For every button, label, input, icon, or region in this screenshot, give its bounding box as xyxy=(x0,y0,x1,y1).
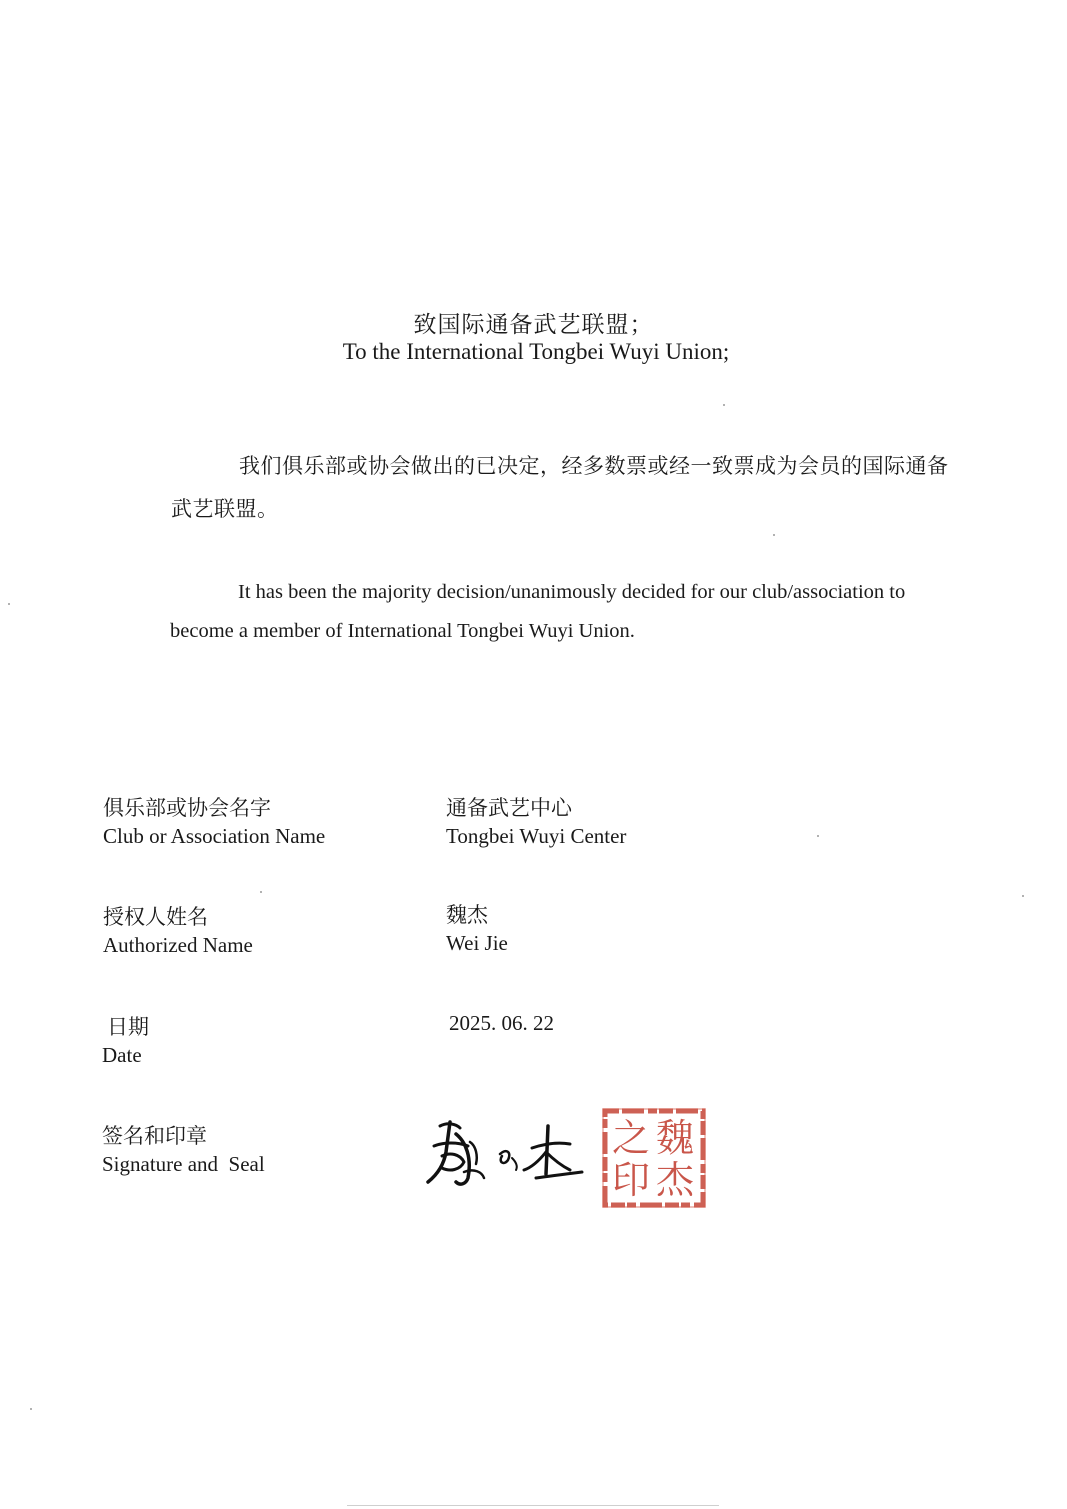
scan-speck xyxy=(773,534,775,536)
authorized-name-value-chinese: 魏杰 xyxy=(446,903,488,927)
scan-speck xyxy=(260,891,262,893)
signature-label xyxy=(102,1122,265,1178)
salutation-chinese: 致国际通备武艺联盟； xyxy=(413,312,654,337)
scan-speck xyxy=(1022,895,1024,897)
seal-char-zhi: 之 xyxy=(612,1116,651,1160)
seal-char-wei: 魏 xyxy=(656,1116,695,1160)
body-paragraph-english: It has been the majority decision/unanimously decided for our club/association to become a member of International Tongbei Wuyi Union. xyxy=(170,581,906,642)
authorized-name-value-english: Wei Jie xyxy=(446,931,508,955)
authorized-name-label xyxy=(103,903,253,959)
signature-label-english: Signature and Seal xyxy=(102,1152,265,1176)
club-name-value-chinese: 通备武艺中心 xyxy=(446,796,572,820)
authorized-name-label-chinese: 授权人姓名 xyxy=(103,905,208,929)
authorized-name-value xyxy=(446,901,508,957)
club-name-value xyxy=(446,794,626,850)
date-label-english: Date xyxy=(102,1043,142,1067)
club-name-value-english: Tongbei Wuyi Center xyxy=(446,824,627,848)
club-name-label xyxy=(103,794,325,850)
club-name-label-chinese: 俱乐部或协会名字 xyxy=(103,796,271,820)
date-label xyxy=(102,1013,149,1069)
date-value-text: 2025. 06. 22 xyxy=(449,1011,554,1035)
body-paragraph-chinese: 我们俱乐部或协会做出的已决定，经多数票或经一致票成为会员的国际通备武艺联盟。 xyxy=(171,454,949,521)
club-name-label-english: Club or Association Name xyxy=(103,824,326,848)
scan-speck xyxy=(817,835,819,837)
scan-speck xyxy=(8,603,10,605)
seal-char-jie: 杰 xyxy=(656,1158,695,1202)
red-seal xyxy=(602,1108,706,1208)
salutation-english: To the International Tongbei Wuyi Union; xyxy=(342,339,730,364)
date-value xyxy=(449,1009,554,1037)
scan-edge-line xyxy=(347,1505,719,1506)
authorized-name-label-english: Authorized Name xyxy=(103,933,253,957)
date-label-chinese: 日期 xyxy=(107,1015,149,1039)
scan-speck xyxy=(30,1408,32,1410)
scan-speck xyxy=(723,404,725,406)
signature-label-chinese: 签名和印章 xyxy=(102,1124,207,1148)
handwritten-signature xyxy=(420,1112,590,1192)
seal-char-yin: 印 xyxy=(612,1158,651,1202)
